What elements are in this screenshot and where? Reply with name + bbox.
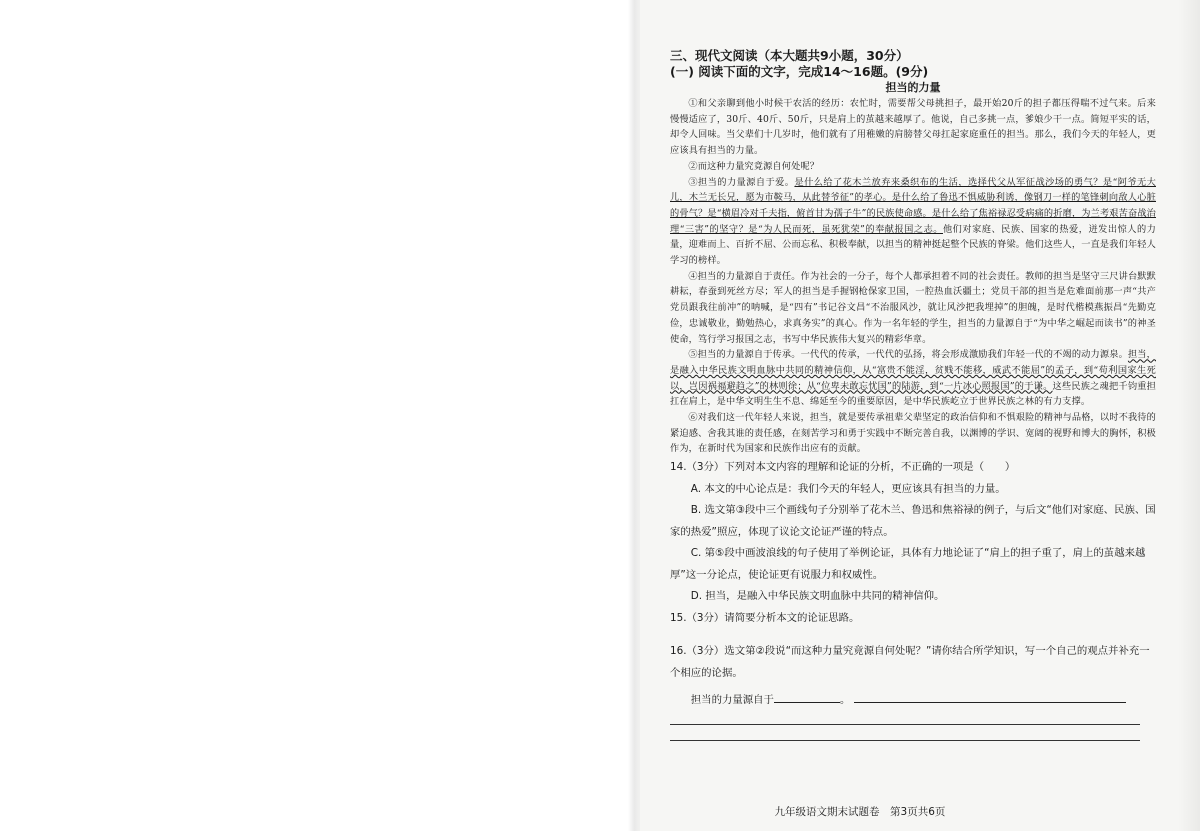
paragraph-1: ①和父亲聊到他小时候干农活的经历：农忙时，需要帮父母挑担子，最开始20斤的担子都压得喘不过气来。后来慢慢适应了，30斤、40斤、50斤，只是肩上的茧越来越厚了。他说，自己多挑一点，爹娘少干一点。简短平实的话，却令人回味。当父辈们十几岁时，他们就有了用稚嫩的肩膀替父母扛起家庭重任的担当。那么，我们今天的年轻人，更应该具有担当的力量。: [670, 98, 1156, 157]
answer-line[interactable]: [670, 724, 1140, 725]
exam-page: [640, 0, 1200, 831]
answer-blank-long[interactable]: [854, 690, 1126, 703]
paragraph-4: ④担当的力量源自于责任。作为社会的一分子，每个人都承担着不同的社会责任。教师的担当是坚守三尺讲台默默耕耘，春蚕到死丝方尽；军人的担当是手握钢枪保家卫国，一腔热血沃疆土；党员干部的担当是危难面前那一声“共产党员跟我往前冲”的呐喊，是“四有”书记谷文昌“不治服风沙，就让风沙把我埋掉”的胆魄，是时代楷模燕振昌“先勤克俭，忠诚敬业，勤勉热心，求真务实”的真心。作为一名年轻的学生，担当的力量源自于“为中华之崛起而读书”的神圣使命，笃行学习报国之志，书写中华民族伟大复兴的精彩华章。: [670, 270, 1156, 345]
answer-blank-short[interactable]: [774, 690, 840, 703]
question-16-stem: 16.（3分）选文第②段说“而这种力量究竟源自何处呢？”请你结合所学知识，写一个自己的观点并补充一个相应的论据。: [670, 645, 1150, 679]
answer-line[interactable]: [670, 740, 1140, 741]
paragraph-6: ⑥对我们这一代年轻人来说，担当，就是要传承祖辈父辈坚定的政治信仰和不惧艰险的精神与品格，以时不我待的紧迫感、舍我其谁的责任感，在刻苦学习和勇于实践中不断完善自我，以渊博的学识、宽阔的视野和博大的胸怀，积极作为，在新时代为国家和民族作出应有的贡献。: [670, 412, 1156, 455]
underlined-sentences: 是什么给了花木兰放弃来桑织布的生活，选择代父从军征战沙场的勇气？是“阿爷无大儿，木兰无长兄，愿为市鞍马，从此替爷征”的孝心。是什么给了鲁迅不惧威胁利诱，像钢刀一样的笔锋刺向敌人心脏的骨气？是“横眉冷对千夫指，俯首甘为孺子牛”的民族使命感。是什么给了焦裕禄忍受病痛的折磨，为兰考艰苦奋战治理“三害”的坚守？是“为人民而死，虽死犹荣”的奉献报国之志。: [670, 176, 1156, 235]
page-footer: 九年级语文期末试题卷 第3页共6页: [774, 806, 946, 818]
paragraph-5-tail: 这些民族之魂把千钧重担扛在肩上，是中华文明生生不息、绵延至今的重要原因，是中华民族屹立于世界民族之林的有力支撑。: [670, 380, 1156, 408]
paragraph-5-lead: ⑤担当的力量源自于传承。一代代的传承，一代代的弘扬，将会形成激励我们年轻一代的不竭的动力源泉。: [688, 349, 1128, 361]
answer-separator: 。: [839, 694, 851, 707]
paragraph-3-tail: 他们对家庭、民族、国家的热爱，迸发出惊人的力量，迎难而上、百折不屈、公而忘私、积极奉献，以担当的精神挺起整个民族的脊梁。他们这些人，一直是我们年轻人学习的榜样。: [670, 223, 1156, 267]
paragraph-2: ②而这种力量究竟源自何处呢？: [688, 160, 820, 172]
page-edge-shadow: [1178, 0, 1200, 831]
question-14-option-d: D. 担当，是融入中华民族文明血脉中共同的精神信仰。: [690, 590, 945, 603]
question-16-answer-row: [670, 690, 1156, 709]
question-14-stem: 14.（3分）下列对本文内容的理解和论证的分析，不正确的一项是（ ）: [670, 461, 1016, 474]
page-content: [670, 48, 1156, 741]
wavy-underlined-sentence: 担当，是融入中华民族文明血脉中共同的精神信仰，从“富贵不能淫，贫贱不能移，威武不能屈”的孟子，到“苟利国家生死以，岂因祸福避趋之”的林则徐；从“位卑未敢忘忧国”的陆游，到“一片冰心照报国”的于谦。: [670, 349, 1156, 392]
paragraph-3: [670, 175, 1156, 269]
section-title: 三、现代文阅读（本大题共9小题，30分）: [670, 48, 909, 63]
question-15-stem: 15.（3分）请简要分析本文的论证思路。: [670, 611, 860, 624]
answer-prefix: 担当的力量源自于: [690, 694, 774, 707]
paragraph-3-lead: ③担当的力量源自于爱。: [688, 176, 795, 188]
question-14-option-b: B. 选文第③段中三个画线句子分别举了花木兰、鲁迅和焦裕禄的例子，与后文“他们对家庭、民族、国家的热爱”照应，体现了议论文论证严谨的特点。: [670, 504, 1156, 538]
question-14-option-a: A. 本文的中心论点是：我们今天的年轻人，更应该具有担当的力量。: [690, 482, 1006, 495]
article-title: 担当的力量: [885, 81, 941, 94]
question-14-option-c: C. 第⑤段中画波浪线的句子使用了举例论证，具体有力地论证了“肩上的担子重了，肩上的茧越来越厚”这一分论点，使论证更有说服力和权威性。: [670, 547, 1146, 581]
subsection-title: (一) 阅读下面的文字，完成14～16题。(9分): [670, 64, 929, 79]
paragraph-5: [670, 347, 1156, 410]
